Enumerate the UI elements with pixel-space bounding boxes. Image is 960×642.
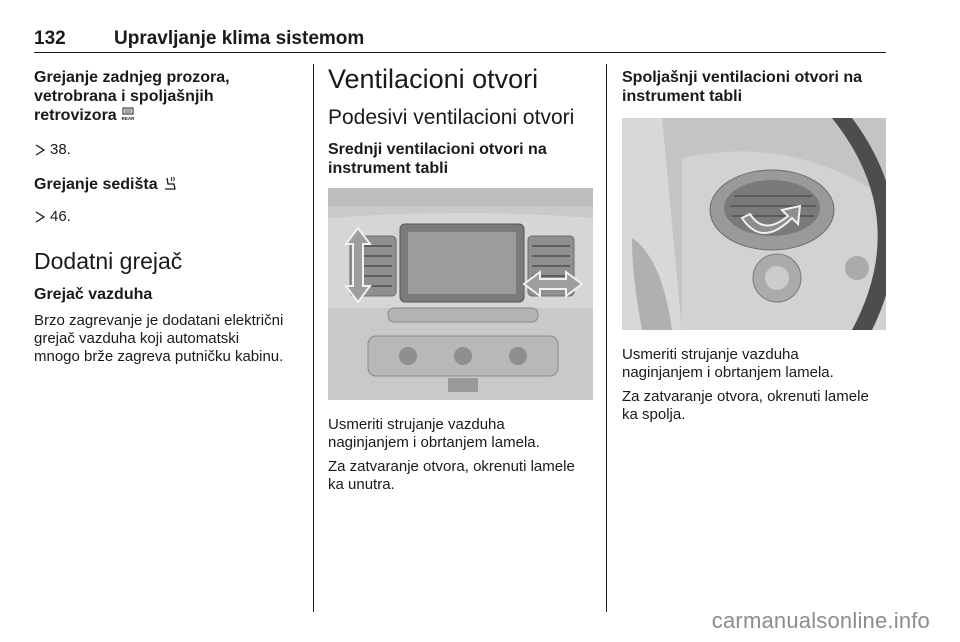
arrow-reference-icon — [34, 144, 46, 156]
column-right — [622, 64, 886, 424]
page-header — [34, 28, 886, 53]
air-heater-title: Grejač vazduha — [34, 286, 153, 303]
center-vents-illustration — [328, 188, 593, 400]
rear-heat-title: Grejanje zadnjeg prozora, vetrobrana i spoljašnjih retrovizora REAR — [34, 69, 230, 124]
column-middle — [328, 64, 593, 494]
arrow-reference-icon — [34, 211, 46, 223]
seat-heat-icon — [162, 175, 178, 191]
rear-heat-reference[interactable]: 38. — [34, 141, 304, 159]
side-vents-text-1: Usmeriti strujanje vazduha naginjanjem i obrtanjem lamela. — [622, 346, 834, 381]
svg-text:REAR: REAR — [121, 116, 135, 121]
rear-window-heat-icon — [121, 107, 135, 121]
column-divider — [313, 64, 314, 612]
adjustable-vents-title: Podesivi ventilacioni otvori — [328, 106, 575, 129]
aux-heater-title: Dodatni grejač — [34, 248, 183, 274]
seat-heat-title: Grejanje sedišta — [34, 175, 304, 194]
vents-title: Ventilacioni otvori — [328, 64, 539, 94]
seat-heat-reference[interactable]: 46. — [34, 208, 304, 226]
center-vents-text-1: Usmeriti strujanje vazduha naginjanjem i obrtanjem lamela. — [328, 416, 540, 451]
watermark: carmanualsonline.info — [711, 608, 930, 633]
center-vents-text-2: Za zatvaranje otvora, okrenuti lamele ka unutra. — [328, 458, 575, 493]
column-left — [34, 64, 304, 366]
side-vents-title: Spoljašnji ventilacioni otvori na instrument tabli — [622, 69, 863, 105]
center-vents-title: Srednji ventilacioni otvori na instrument tabli — [328, 141, 547, 177]
page-number: 132 — [34, 28, 66, 49]
column-divider — [606, 64, 607, 612]
side-vents-illustration — [622, 118, 886, 330]
page-title: Upravljanje klima sistemom — [114, 28, 365, 49]
air-heater-text: Brzo zagrevanje je dodatani električni grejač vazduha koji automatski mnogo brže zagreva putničku kabinu. — [34, 312, 284, 365]
side-vents-text-2: Za zatvaranje otvora, okrenuti lamele ka spolja. — [622, 388, 869, 423]
